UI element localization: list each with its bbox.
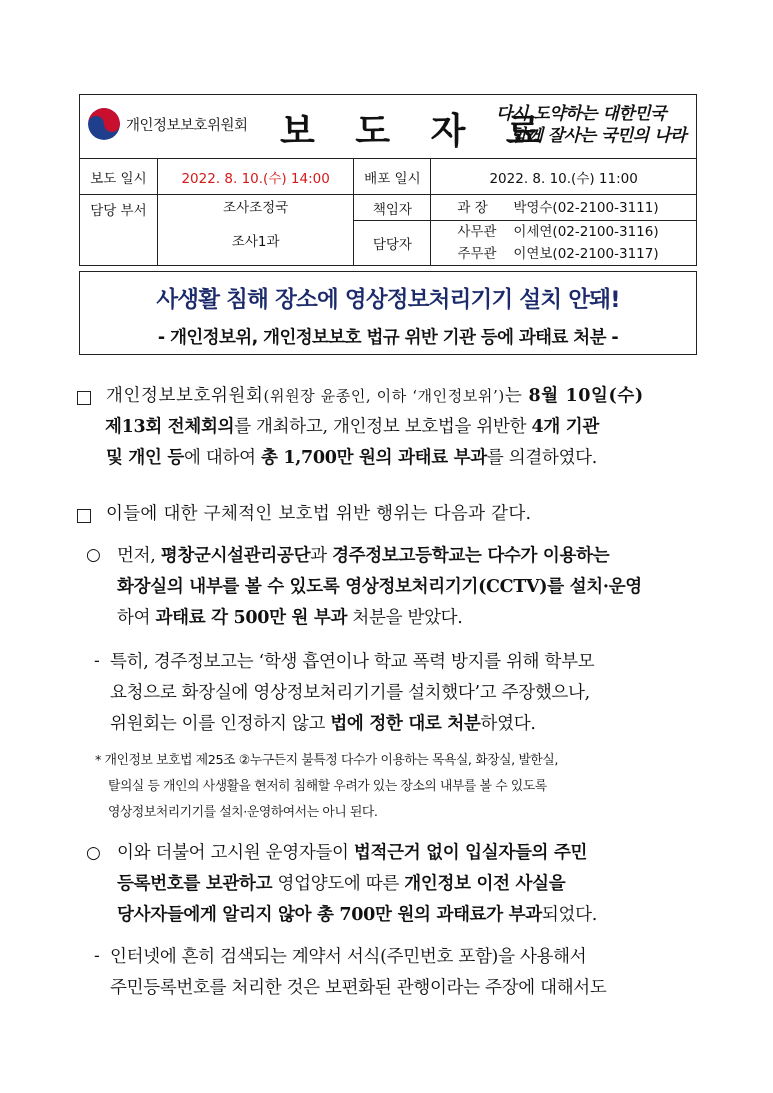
- circle-bullet-icon: ○: [86, 545, 101, 565]
- text-run: 등록번호를 보관하고: [117, 874, 273, 894]
- headline-box: [79, 271, 697, 355]
- text-run: 하여: [117, 608, 156, 628]
- dash-bullet-icon: -: [94, 946, 100, 966]
- text-run: 영업양도에 따른: [272, 874, 405, 894]
- contact-person: 이세연(02-2100-3116): [513, 224, 659, 240]
- text-run: 에 대하여: [184, 448, 261, 468]
- contact-role: 과 장: [457, 199, 488, 216]
- text-run: 를 의결하였다.: [486, 448, 598, 468]
- release-info-table: [79, 158, 697, 266]
- text-run: 를 개최하고, 개인정보 보호법을 위반한: [234, 417, 532, 437]
- text-run: 특히, 경주정보고는 ‘학생 흡연이나 학교 폭력 방지를 위해 학부모: [110, 652, 595, 672]
- footnote-line: 탈의실 등 개인의 사생활을 현저히 침해할 우려가 있는 장소의 내부를 볼 수 있도록: [108, 779, 547, 794]
- item-gosiwon: [117, 838, 707, 931]
- text-run: 처분을 받았다.: [347, 608, 463, 628]
- contact-person: 박영수(02-2100-3111): [513, 199, 659, 216]
- checkbox-square-icon: [77, 391, 91, 405]
- text-run: 개인정보 이전 사실을: [404, 874, 566, 894]
- text-run: 되었다.: [541, 905, 597, 925]
- responsible-label: 책임자: [354, 195, 431, 221]
- text-run: 8월 10일(수): [528, 386, 644, 406]
- dept-names: [157, 195, 354, 266]
- text-run: 하였다.: [480, 714, 536, 734]
- slogan-line-1: 다시 도약하는 대한민국: [496, 104, 667, 124]
- taegeuk-emblem-icon: [88, 108, 120, 140]
- staff-contacts: [431, 221, 697, 266]
- text-run: 총 1,700만 원의 과태료 부과: [260, 448, 487, 468]
- law-footnote: [95, 748, 710, 826]
- item-school-claim: [110, 647, 710, 740]
- text-run: 및 개인 등: [106, 448, 185, 468]
- dist-date: 2022. 8. 10.(수) 11:00: [431, 159, 697, 195]
- checkbox-square-icon: [77, 509, 91, 523]
- dash-bullet-icon: -: [94, 651, 100, 671]
- press-release-header: [79, 94, 697, 158]
- text-run: 개인정보보호위원회: [106, 386, 264, 406]
- contact-label: 담당자: [354, 221, 431, 266]
- text-run: 경주정보고등학교는 다수가 이용하는: [332, 546, 610, 566]
- dept-label: 담당 부서: [80, 195, 158, 266]
- footnote-line: * 개인정보 보호법 제25조 ②누구든지 불특정 다수가 이용하는 목욕실, 화장실, 발한실,: [95, 753, 559, 768]
- footnote-line: 영상정보처리기기를 설치·운영하여서는 아니 된다.: [108, 805, 378, 820]
- text-run: (위원장 윤종인, 이하 ‘개인정보위’): [263, 387, 505, 405]
- circle-bullet-icon: ○: [86, 843, 101, 863]
- text-run: 인터넷에 흔히 검색되는 계약서 서식(주민번호 포함)을 사용해서: [110, 947, 587, 967]
- government-slogan: [496, 103, 686, 147]
- org-logo: [88, 108, 248, 140]
- org-name: 개인정보보호위원회: [126, 117, 248, 134]
- responsible-contact: [431, 195, 697, 221]
- contact-person: 이연보(02-2100-3117): [513, 246, 659, 262]
- text-run: 주민등록번호를 처리한 것은 보편화된 관행이라는 주장에 대해서도: [110, 978, 607, 998]
- text-run: 위원회는 이를 인정하지 않고: [110, 714, 331, 734]
- text-run: 과: [310, 546, 333, 566]
- slogan-line-2: 함께 잘사는 국민의 나라: [510, 126, 686, 146]
- text-run: 법에 정한 대로 처분: [330, 714, 481, 734]
- text-run: 평창군시설관리공단: [160, 546, 311, 566]
- report-date: 2022. 8. 10.(수) 14:00: [157, 159, 354, 195]
- text-run: 영상정보처리기기(CCTV)를 설치·운영: [345, 577, 642, 597]
- text-run: 당사자들에게 알리지 않아 총 700만 원의 과태료가 부과: [117, 905, 542, 925]
- press-release-title: 보 도 자 료: [280, 111, 555, 152]
- text-run: 화장실의 내부를 볼 수 있도록: [117, 577, 346, 597]
- headline-main: 사생활 침해 장소에 영상정보처리기기 설치 안돼!: [156, 287, 620, 313]
- text-run: 이와 더불어 고시원 운영자들이: [117, 843, 354, 863]
- text-run: 과태료 각 500만 원 부과: [155, 608, 348, 628]
- contact-role: 주무관: [457, 246, 497, 262]
- dist-date-label: 배포 일시: [354, 159, 431, 195]
- text-run: 는: [504, 386, 529, 406]
- dept-1: 조사조정국: [223, 200, 289, 216]
- text-run: 요청으로 화장실에 영상정보처리기기를 설치했다’고 주장했으나,: [110, 683, 590, 703]
- text-run: 먼저,: [117, 546, 161, 566]
- text-run: 제13회 전체회의: [105, 417, 235, 437]
- report-date-label: 보도 일시: [80, 159, 158, 195]
- text-run: 4개 기관: [531, 417, 599, 437]
- item-contract-form: [110, 942, 710, 1004]
- headline-sub: - 개인정보위, 개인정보보호 법규 위반 기관 등에 과태료 처분 -: [157, 328, 619, 348]
- paragraph-1: [106, 381, 706, 474]
- dept-2: 조사1과: [231, 234, 280, 250]
- item-cctv-toilet: [117, 541, 707, 634]
- paragraph-2: 이들에 대한 구체적인 보호법 위반 행위는 다음과 같다.: [106, 504, 532, 524]
- text-run: 법적근거 없이 입실자들의 주민: [353, 843, 588, 863]
- contact-role: 사무관: [457, 224, 497, 240]
